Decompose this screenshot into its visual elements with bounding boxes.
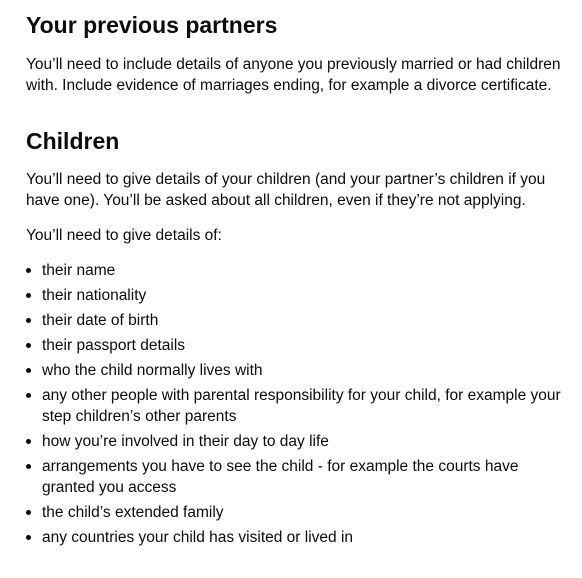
children-intro-paragraph: You’ll need to give details of your children (and your partner’s children if you have one). You’ll be asked about all children, even if they’re not applying. — [26, 171, 546, 210]
bullet-icon — [26, 535, 31, 540]
section-heading-children: Children — [26, 127, 120, 154]
list-item-text: the child’s extended family — [42, 504, 224, 522]
section-heading-previous-partners: Your previous partners — [26, 12, 278, 38]
list-item — [26, 335, 562, 356]
list-item — [26, 360, 562, 381]
previous-partners-paragraph: You’ll need to include details of anyone you previously married or had children with. Include evidence of marriages ending, for example a divorce certificate. — [26, 55, 561, 94]
list-item-text: any countries your child has visited or lived in — [42, 529, 354, 547]
bullet-icon — [26, 439, 31, 444]
children-details-lead-paragraph: You’ll need to give details of: — [26, 227, 222, 245]
list-item-text: their name — [42, 262, 116, 280]
bullet-icon — [26, 368, 31, 373]
bullet-icon — [26, 393, 31, 398]
bullet-icon — [26, 268, 31, 273]
list-item-text: who the child normally lives with — [42, 362, 263, 380]
list-item-text: arrangements you have to see the child - for example the courts have granted you access — [42, 458, 519, 497]
list-item — [26, 385, 562, 427]
list-item — [26, 310, 562, 331]
bullet-icon — [26, 293, 31, 298]
bullet-icon — [26, 343, 31, 348]
list-item-text: their date of birth — [42, 312, 159, 330]
list-item-text: any other people with parental responsibility for your child, for example your step children’s other parents — [42, 387, 561, 426]
list-item — [26, 456, 562, 498]
list-item-text: their passport details — [42, 337, 186, 355]
list-item — [26, 527, 562, 548]
bullet-icon — [26, 464, 31, 469]
bullet-icon — [26, 510, 31, 515]
list-item-text: their nationality — [42, 287, 147, 305]
bullet-icon — [26, 318, 31, 323]
list-item — [26, 285, 562, 306]
children-details-list — [26, 260, 562, 548]
list-item-text: how you’re involved in their day to day life — [42, 433, 329, 451]
list-item — [26, 431, 562, 452]
list-item — [26, 502, 562, 523]
list-item — [26, 260, 562, 281]
